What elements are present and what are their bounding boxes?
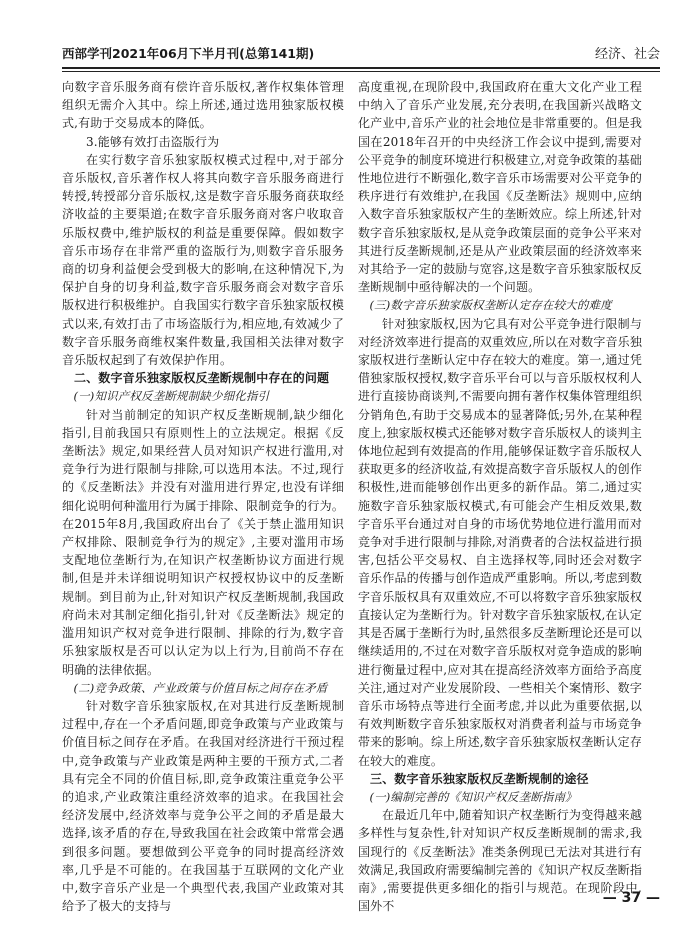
right-column bbox=[358, 78, 642, 915]
body-paragraph: 在最近几年中,随着知识产权垄断行为变得越来越多样性与复杂性,针对知识产权反垄断规制的需求,我国现行的《反垄断法》准类条例现已无法对其进行有效满足,我国政府需要编制完善的《知识产权反垄断指南》,需要提供更多细化的指引与规范。在现阶段中,国外不 bbox=[358, 808, 642, 914]
page-number: — 37 — bbox=[602, 890, 660, 906]
subsection-heading: (三)数字音乐独家版权垄断认定存在较大的难度 bbox=[369, 298, 612, 313]
body-paragraph: 3.能够有效打击盗版行为 bbox=[86, 134, 220, 149]
journal-issue-title: 西部学刊2021年06月下半月刊(总第141期) bbox=[62, 46, 315, 61]
header-rule-thin bbox=[62, 71, 660, 72]
section-name: 经济、社会 bbox=[594, 47, 660, 62]
body-paragraph: 高度重视,在现阶段中,我国政府在重大文化产业工程中纳入了音乐产业发展,充分表明,在我国新兴战略文化产业中,音乐产业的社会地位是非常重要的。但是我国在2018年召开的中央经济工作会议中提到,需要对公平竞争的制度环境进行积极建立,对竞争政策的基础性地位进行不断强化,数字音乐市场需要对公平竞争的秩序进行有效维护,在我国《反垄断法》规则中,应纳入数字音乐独家版权产生的垄断效应。综上所述,针对数字音乐独家版权,是从竞争政策层面的竞争公平来对其进行反垄断规制,还是从产业政策层面的经济效率来对其给予一定的鼓励与宽容,这是数字音乐独家版权反垄断规制中亟待解决的一个问题。 bbox=[358, 80, 642, 295]
subsection-heading: (二)竞争政策、产业政策与价值目标之间存在矛盾 bbox=[73, 680, 328, 695]
subsection-heading: (一)编制完善的《知识产权反垄断指南》 bbox=[369, 789, 577, 804]
section-heading: 三、数字音乐独家版权反垄断规制的途径 bbox=[370, 771, 589, 786]
left-column bbox=[62, 78, 344, 915]
section-heading: 二、数字音乐独家版权反垄断规制中存在的问题 bbox=[74, 371, 330, 386]
body-paragraph: 针对独家版权,因为它具有对公平竞争进行限制与对经济效率进行提高的双重效应,所以在对数字音乐独家版权进行垄断认定中存在较大的难度。第一,通过凭借独家版权授权,数字音乐平台可以与音乐版权权利人进行直接协商谈判,不需要向拥有著作权集体管理组织分销角色,有助于交易成本的显著降低;另外,在某种程度上,独家版权模式还能够对数字音乐版权人的谈判主体地位起到有效提高的作用,能够保证数字音乐版权人获取更多的经济收益,有效提高数字音乐版权人的创作积极性,进而能够创作出更多的新作品。第二,通过实施数字音乐独家版权模式,有可能会产生相反效果,数字音乐平台通过对自身的市场优势地位进行滥用而对竞争对手进行限制与排除,对消费者的合法权益进行损害,包括公平交易权、自主选择权等,同时还会对数字音乐作品的传播与创作造成严重影响。所以,考虑到数字音乐版权具有双重效应,不可以将数字音乐独家版权直接认定为垄断行为。针对数字音乐独家版权,在认定其是否属于垄断行为时,虽然很多反垄断理论还是可以继续适用的,不过在对数字音乐版权对竞争造成的影响进行衡量过程中,应对其在提高经济效率方面给予高度关注,通过对产业发展阶段、一些相关个案情形、数字音乐市场特点等进行全面考虑,并以此为重要依据,以有效判断数字音乐独家版权对消费者利益与市场竞争带来的影响。综上所述,数字音乐独家版权垄断认定存在较大的难度。 bbox=[358, 316, 642, 768]
subsection-heading: (一)知识产权反垄断规制缺少细化指引 bbox=[73, 389, 270, 404]
body-paragraph: 向数字音乐服务商有偿许音乐版权,著作权集体管理组织无需介入其中。综上所述,通过选用独家版权模式,有助于交易成本的降低。 bbox=[62, 80, 344, 131]
body-paragraph: 针对当前制定的知识产权反垄断规制,缺少细化指引,目前我国只有原则性上的立法规定。根据《反垄断法》规定,如果经营人员对知识产权进行滥用,对竞争行为进行限制与排除,可以选用本法。不过,现行的《反垄断法》并没有对滥用进行界定,也没有详细细化说明何种滥用行为属于排除、限制竞争的行为。在2015年8月,我国政府出台了《关于禁止滥用知识产权排除、限制竞争行为的规定》,主要对滥用市场支配地位垄断行为,在知识产权垄断协议方面进行规制,但是并未详细说明知识产权授权协议中的反垄断规制。到目前为止,针对知识产权反垄断规制,我国政府尚未对其制定细化指引,针对《反垄断法》规定的滥用知识产权对竞争进行限制、排除的行为,数字音乐独家版权是否可以认定为以上行为,目前尚不存在明确的法律依据。 bbox=[62, 407, 344, 677]
body-paragraph: 在实行数字音乐独家版权模式过程中,对于部分音乐版权,音乐著作权人将其向数字音乐服务商进行转授,转授部分音乐版权,这是数字音乐服务商获取经济收益的主要渠道;在数字音乐服务商对客户收取音乐版权费中,维护版权的利益是重要保障。假如数字音乐市场存在非常严重的盗版行为,则数字音乐服务商的切身利益便会受到极大的影响,在这种情况下,为保护自身的切身利益,数字音乐服务商会对数字音乐版权进行积极维护。自我国实行数字音乐独家版权模式以来,有效打击了市场盗版行为,相应地,有效减少了数字音乐服务商维权案件数量,我国相关法律对数字音乐版权起到了有效保护作用。 bbox=[62, 152, 344, 368]
page-header bbox=[62, 44, 660, 66]
body-paragraph: 针对数字音乐独家版权,在对其进行反垄断规制过程中,存在一个矛盾问题,即竞争政策与产业政策与价值目标之间存在矛盾。在我国对经济进行干预过程中,竞争政策与产业政策是两种主要的干预方式,二者具有完全不同的价值目标,即,竞争政策注重竞争公平的追求,产业政策注重经济效率的追求。在我国社会经济发展中,经济效率与竞争公平之间的矛盾是最大选择,该矛盾的存在,导致我国在社会政策中常常会遇到很多问题。要想做到公平竞争的同时提高经济效率,几乎是不可能的。在我国基于互联网的文化产业中,数字音乐产业是一个典型代表,我国产业政策对其给予了极大的支持与 bbox=[62, 698, 344, 914]
header-rule bbox=[62, 67, 660, 69]
